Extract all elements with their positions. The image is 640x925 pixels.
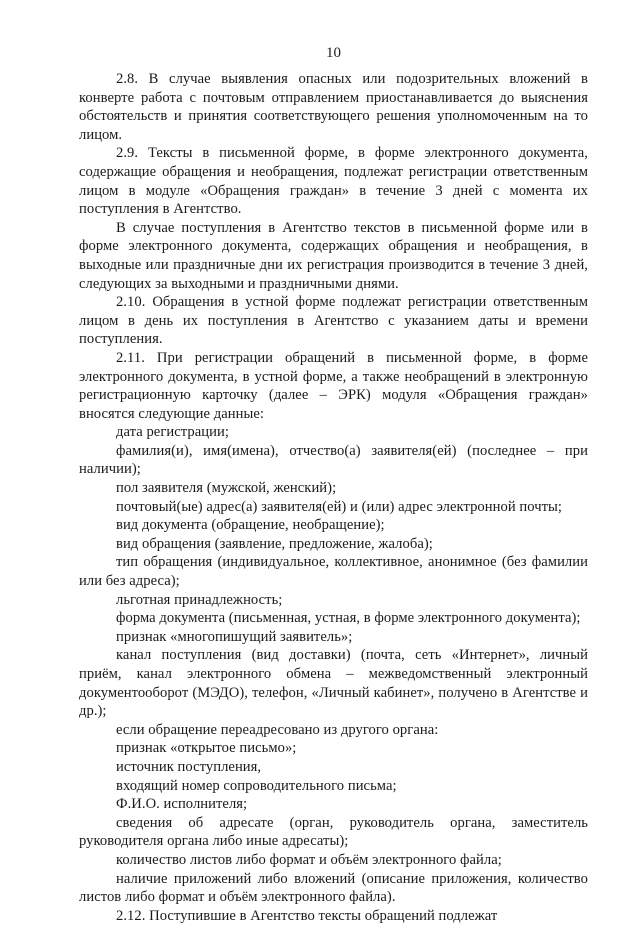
list-item: льготная принадлежность;	[116, 591, 283, 608]
paragraph-2-12: 2.12. Поступившие в Агентство тексты обращений подлежат	[116, 907, 498, 924]
paragraph-2-8: 2.8. В случае выявления опасных или подозрительных вложений в конверте работа с почтовым отправлением приостанавливается до выяснения обстоятельств и принятия соответствующего решения уполномоченным на то лицом.	[79, 71, 588, 143]
list-item: канал поступления (вид доставки) (почта, сеть «Интернет», личный приём, канал электронного обмена – межведомственный электронный документооборот (МЭДО), телефон, «Личный кабинет», получено в Агентстве и др.);	[79, 647, 588, 720]
list-item: пол заявителя (мужской, женский);	[116, 480, 337, 497]
list-item: если обращение переадресовано из другого органа:	[116, 721, 439, 738]
list-item: фамилия(и), имя(имена), отчество(а) заявителя(ей) (последнее – при наличии);	[79, 442, 588, 478]
list-item: наличие приложений либо вложений (описание приложения, количество листов либо формат и объём электронного файла).	[79, 870, 588, 906]
list-item: форма документа (письменная, устная, в форме электронного документа);	[116, 610, 581, 627]
list-item: признак «многопишущий заявитель»;	[116, 628, 353, 645]
list-item: дата регистрации;	[116, 424, 229, 441]
paragraph-2-11: 2.11. При регистрации обращений в письменной форме, в форме электронного документа, в устной форме, а также необращений в электронную регистрационную карточку (далее – ЭРК) модуля «Обращения граждан» вносятся следующие данные:	[79, 349, 588, 422]
paragraph-2-10: 2.10. Обращения в устной форме подлежат регистрации ответственным лицом в день их поступления в Агентство с указанием даты и времени поступления.	[79, 294, 588, 348]
page-number: 10	[326, 45, 341, 61]
paragraph-weekend-registration: В случае поступления в Агентство текстов в письменной форме или в форме электронного документа, содержащих обращения и необращения, в выходные или праздничные дни их регистрация производится в течение 3 дней, следующих за выходными и праздничными днями.	[79, 219, 588, 292]
paragraph-2-9: 2.9. Тексты в письменной форме, в форме электронного документа, содержащие обращения и необращения, подлежат регистрации ответственным лицом в модуле «Обращения граждан» в течение 3 дней с момента их поступления в Агентство.	[79, 145, 588, 218]
list-item: входящий номер сопроводительного письма;	[116, 777, 397, 794]
list-item: признак «открытое письмо»;	[116, 740, 297, 757]
list-item: источник поступления,	[116, 758, 262, 775]
list-item: почтовый(ые) адрес(а) заявителя(ей) и (или) адрес электронной почты;	[116, 498, 563, 515]
list-item: количество листов либо формат и объём электронного файла;	[116, 851, 502, 868]
list-item: Ф.И.О. исполнителя;	[116, 796, 248, 813]
list-item: тип обращения (индивидуальное, коллективное, анонимное (без фамилии или без адреса);	[79, 554, 588, 590]
list-item: сведения об адресате (орган, руководитель органа, заместитель руководителя органа либо иные адресаты);	[79, 814, 588, 850]
list-item: вид документа (обращение, необращение);	[116, 517, 385, 534]
list-item: вид обращения (заявление, предложение, жалоба);	[116, 535, 433, 552]
document-body	[79, 70, 588, 925]
